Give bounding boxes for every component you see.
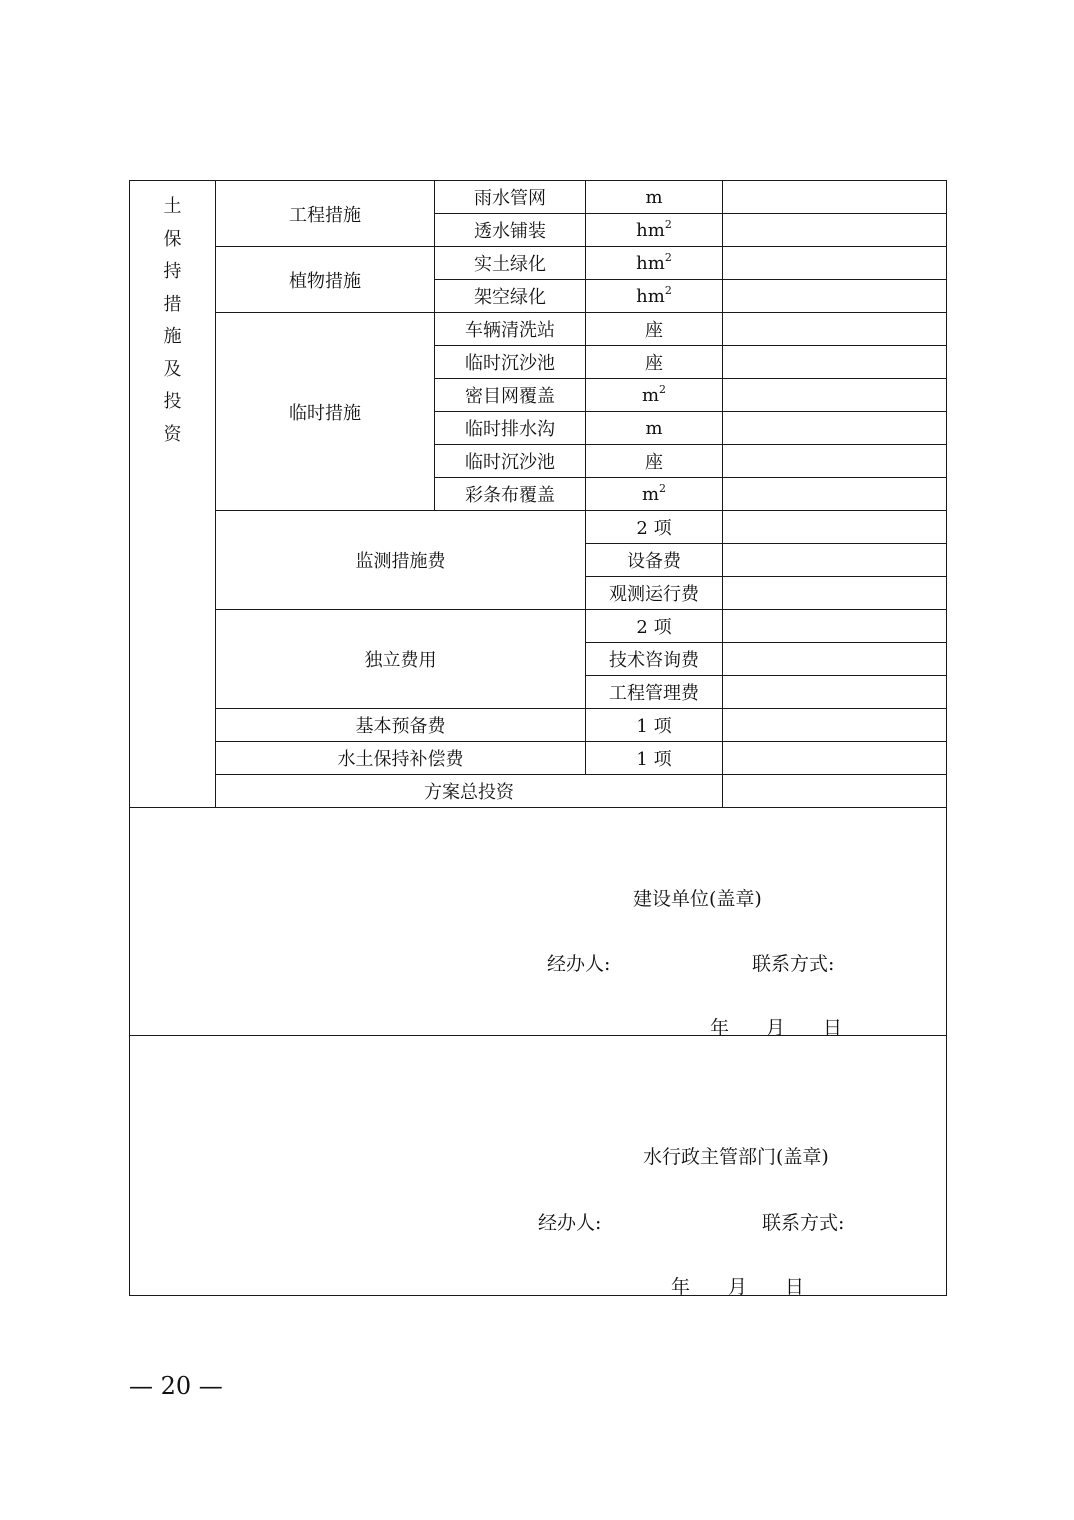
sub-item: 设备费	[586, 544, 723, 577]
value-cell[interactable]	[723, 775, 947, 808]
category-char: 土	[163, 196, 182, 217]
unit-cell: m	[586, 181, 723, 214]
category-char: 资	[163, 423, 182, 445]
sub-item: 工程管理费	[586, 676, 723, 709]
sub-item: 2 项	[586, 511, 723, 544]
value-cell[interactable]	[723, 181, 947, 214]
unit-cell: $hm^2$	[586, 214, 723, 247]
builder-contact: 联系方式:	[752, 953, 835, 975]
water-year: 年	[671, 1276, 691, 1298]
builder-year: 年	[710, 1017, 730, 1039]
value-cell[interactable]	[723, 247, 947, 280]
table-row	[130, 709, 947, 742]
sub-item: 1 项	[586, 709, 723, 742]
page-number: — 20 —	[129, 1372, 223, 1400]
water-day: 日	[785, 1276, 805, 1298]
signature-row-water	[130, 1036, 947, 1296]
value-cell[interactable]	[723, 214, 947, 247]
value-cell[interactable]	[723, 280, 947, 313]
water-handler: 经办人:	[538, 1212, 602, 1234]
item-label: 彩条布覆盖	[435, 478, 586, 511]
item-label: 临时排水沟	[435, 412, 586, 445]
water-org: 水行政主管部门(盖章)	[643, 1146, 829, 1168]
signature-row-builder	[130, 808, 947, 1036]
value-cell[interactable]	[723, 379, 947, 412]
category-char: 持	[163, 261, 182, 282]
category-char: 保	[163, 228, 182, 250]
category-char: 施	[163, 326, 182, 347]
item-label: 雨水管网	[435, 181, 586, 214]
unit-cell: 座	[586, 346, 723, 379]
value-cell[interactable]	[723, 478, 947, 511]
group-label: 临时措施	[216, 313, 435, 511]
sub-item: 技术咨询费	[586, 643, 723, 676]
table-row	[130, 610, 947, 643]
unit-cell: $hm^2$	[586, 280, 723, 313]
table-row	[130, 742, 947, 775]
category-char: 及	[163, 358, 182, 380]
independent-label: 独立费用	[216, 610, 586, 709]
value-cell[interactable]	[723, 346, 947, 379]
value-cell[interactable]	[723, 610, 947, 643]
item-label: 密目网覆盖	[435, 379, 586, 412]
value-cell[interactable]	[723, 643, 947, 676]
builder-org: 建设单位(盖章)	[633, 888, 762, 910]
item-label: 临时沉沙池	[435, 445, 586, 478]
unit-cell: m	[586, 412, 723, 445]
unit-cell: 座	[586, 445, 723, 478]
unit-cell: $m^2$	[586, 478, 723, 511]
builder-day: 日	[823, 1017, 843, 1039]
unit-cell: $hm^2$	[586, 247, 723, 280]
builder-month: 月	[766, 1017, 786, 1039]
value-cell[interactable]	[723, 313, 947, 346]
table-row	[130, 511, 947, 544]
value-cell[interactable]	[723, 577, 947, 610]
investment-table	[129, 180, 947, 1296]
water-sign-area[interactable]	[130, 1036, 947, 1296]
value-cell[interactable]	[723, 511, 947, 544]
category-char: 投	[163, 391, 182, 412]
value-cell[interactable]	[723, 709, 947, 742]
unit-cell: 座	[586, 313, 723, 346]
value-cell[interactable]	[723, 412, 947, 445]
item-label: 架空绿化	[435, 280, 586, 313]
category-char: 措	[163, 293, 182, 315]
table-row	[130, 181, 947, 214]
water-month: 月	[728, 1276, 748, 1298]
sub-item: 2 项	[586, 610, 723, 643]
total-label: 方案总投资	[216, 775, 723, 808]
unit-cell: $m^2$	[586, 379, 723, 412]
table-row	[130, 313, 947, 346]
monitoring-label: 监测措施费	[216, 511, 586, 610]
item-label: 车辆清洗站	[435, 313, 586, 346]
reserve-label: 基本预备费	[216, 709, 586, 742]
item-label: 临时沉沙池	[435, 346, 586, 379]
sub-item: 1 项	[586, 742, 723, 775]
group-label: 植物措施	[216, 247, 435, 313]
table-row	[130, 247, 947, 280]
item-label: 实土绿化	[435, 247, 586, 280]
value-cell[interactable]	[723, 445, 947, 478]
table-row	[130, 775, 947, 808]
group-label: 工程措施	[216, 181, 435, 247]
value-cell[interactable]	[723, 544, 947, 577]
item-label: 透水铺装	[435, 214, 586, 247]
water-contact: 联系方式:	[762, 1212, 845, 1234]
sub-item: 观测运行费	[586, 577, 723, 610]
builder-handler: 经办人:	[547, 953, 611, 975]
compensation-label: 水土保持补偿费	[216, 742, 586, 775]
value-cell[interactable]	[723, 742, 947, 775]
value-cell[interactable]	[723, 676, 947, 709]
builder-sign-area[interactable]	[130, 808, 947, 1039]
category-cell	[130, 181, 216, 808]
